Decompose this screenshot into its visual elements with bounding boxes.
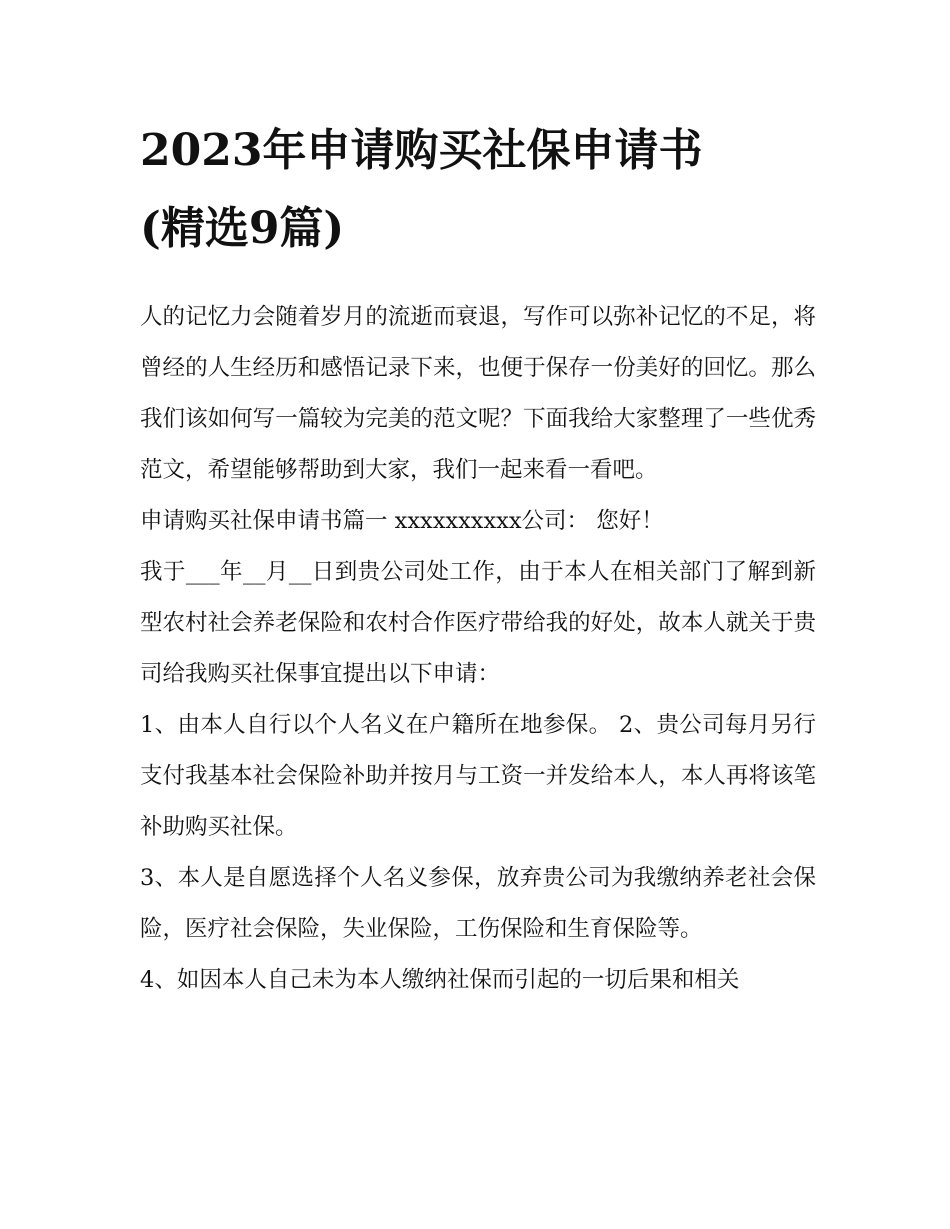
request-item-3: 3、本人是自愿选择个人名义参保，放弃贵公司为我缴纳养老社会保险，医疗社会保险，失业保险，工伤保险和生育保险等。	[140, 865, 816, 942]
document-title	[140, 112, 816, 268]
title-line-1: 2023年申请购买社保申请书	[140, 125, 703, 176]
letter-salutation: 申请购买社保申请书篇一 xxxxxxxxxx公司： 您好！	[140, 508, 664, 534]
request-item-4: 4、如因本人自己未为本人缴纳社保而引起的一切后果和相关	[140, 967, 740, 993]
request-item-1-2: 1、由本人自行以个人名义在户籍所在地参保。 2、贵公司每月另行支付我基本社会保险补助并按月与工资一并发给本人，本人再将该笔补助购买社保。	[140, 712, 816, 840]
letter-body-paragraph: 我于___年__月__日到贵公司处工作，由于本人在相关部门了解到新型农村社会养老保险和农村合作医疗带给我的好处，故本人就关于贵司给我购买社保事宜提出以下申请：	[140, 559, 816, 687]
title-line-2: (精选9篇)	[140, 203, 345, 254]
document-page	[140, 112, 816, 1006]
intro-paragraph: 人的记忆力会随着岁月的流逝而衰退，写作可以弥补记忆的不足，将曾经的人生经历和感悟记录下来，也便于保存一份美好的回忆。那么我们该如何写一篇较为完美的范文呢？下面我给大家整理了一些优秀范文，希望能够帮助到大家，我们一起来看一看吧。	[140, 304, 816, 483]
